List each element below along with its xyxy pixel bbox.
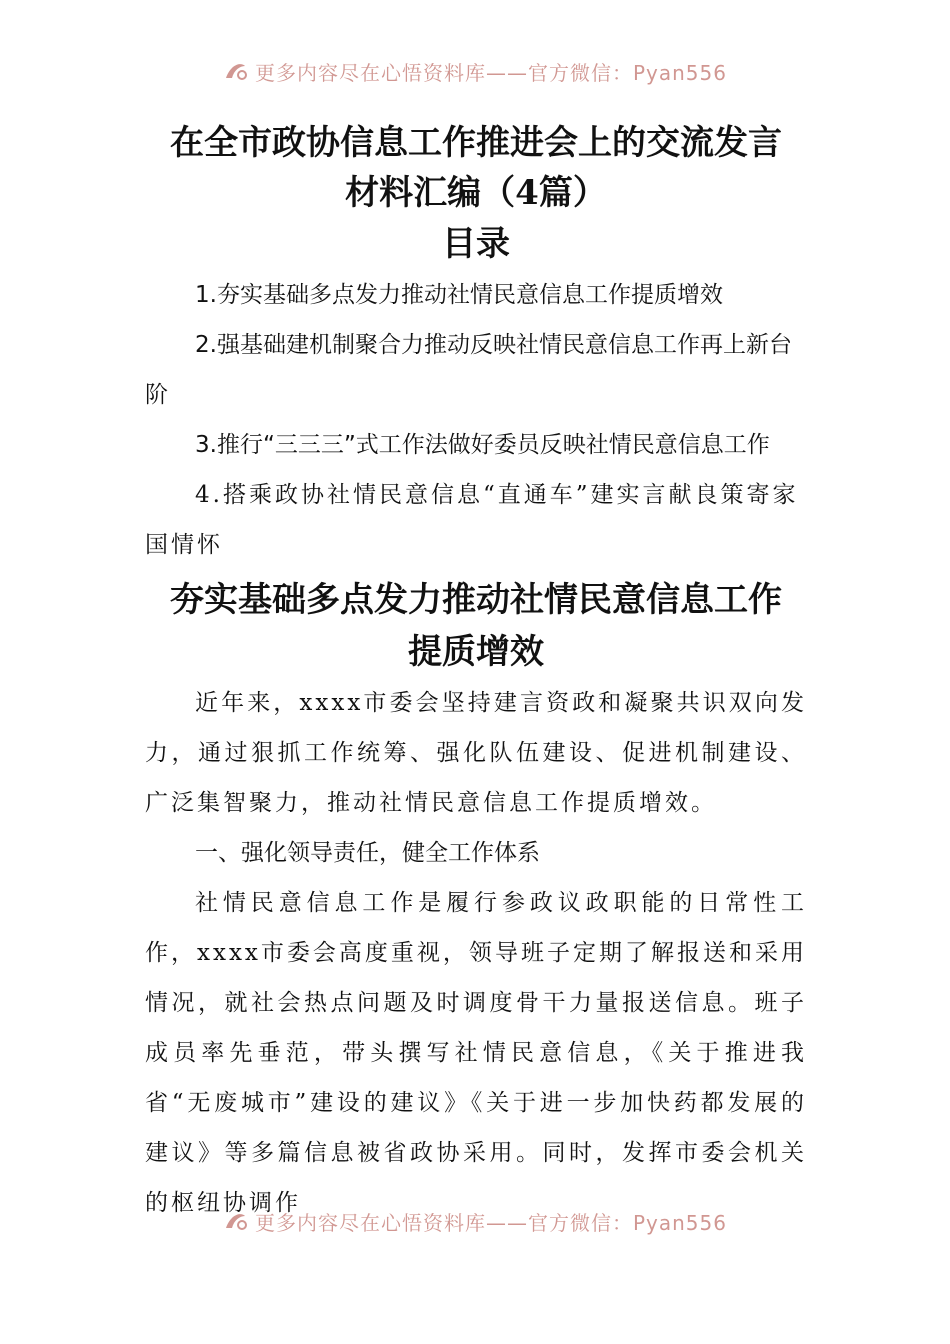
watermark-logo-icon bbox=[223, 1210, 249, 1232]
intro-paragraph: 近年来，xxxx市委会坚持建言资政和凝聚共识双向发力，通过狠抓工作统筹、强化队伍建设、促进机制建设、广泛集智聚力，推动社情民意信息工作提质增效。 bbox=[145, 690, 807, 816]
body-paragraph: 社情民意信息工作是履行参政议政职能的日常性工作，xxxx市委会高度重视，领导班子定期了解报送和采用情况，就社会热点问题及时调度骨干力量报送信息。班子成员率先垂范，带头撰写社情民意信息，《关于推进我省“无废城市”建设的建议》《关于进一步加快药都发展的建议》等多篇信息被省政协采用。同时，发挥市委会机关的枢纽协调作 bbox=[145, 890, 807, 1216]
document-title bbox=[145, 118, 807, 218]
watermark-bottom bbox=[0, 1206, 950, 1236]
section-title-line2: 提质增效 bbox=[408, 632, 544, 672]
document-title-line2: 材料汇编（4篇） bbox=[345, 173, 607, 213]
toc-item[interactable]: 3.推行“三三三”式工作法做好委员反映社情民意信息工作 bbox=[195, 432, 770, 458]
toc-item[interactable]: 2.强基础建机制聚合力推动反映社情民意信息工作再上新台阶 bbox=[145, 332, 792, 408]
watermark-logo-icon bbox=[223, 60, 249, 82]
toc-heading: 目录 bbox=[442, 224, 510, 264]
document-title-line1: 在全市政协信息工作推进会上的交流发言 bbox=[170, 123, 782, 163]
toc-item[interactable]: 1.夯实基础多点发力推动社情民意信息工作提质增效 bbox=[195, 282, 723, 308]
watermark-top bbox=[0, 56, 950, 86]
document-page bbox=[145, 118, 807, 1228]
subheading: 一、强化领导责任，健全工作体系 bbox=[195, 840, 540, 866]
toc-item[interactable]: 4.搭乘政协社情民意信息“直通车”建实言献良策寄家国情怀 bbox=[145, 482, 799, 558]
section-title-line1: 夯实基础多点发力推动社情民意信息工作 bbox=[170, 580, 782, 620]
watermark-text: 更多内容尽在心悟资料库——官方微信：Pyan556 bbox=[254, 60, 727, 85]
section-title bbox=[145, 574, 807, 678]
watermark-text: 更多内容尽在心悟资料库——官方微信：Pyan556 bbox=[254, 1210, 727, 1235]
